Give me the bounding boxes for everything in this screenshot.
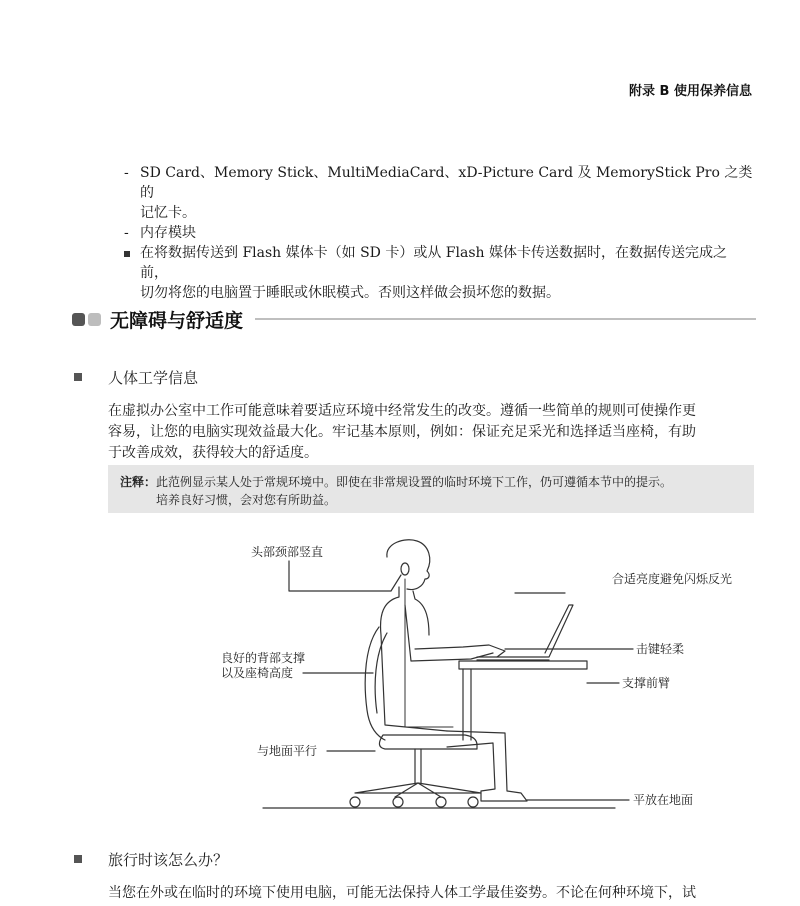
square-bullet-icon xyxy=(124,251,130,257)
chair-seat xyxy=(379,735,477,749)
label-keystroke: 击键轻柔 xyxy=(636,642,685,656)
ergonomics-paragraph xyxy=(108,401,754,464)
list-item xyxy=(122,163,754,223)
section-dot-icon xyxy=(72,313,85,326)
travel-paragraph xyxy=(108,883,754,904)
label-forearm: 支撑前臂 xyxy=(622,676,671,690)
top-list xyxy=(122,163,754,303)
label-head-neck: 头部颈部竖直 xyxy=(251,545,324,559)
chair-base xyxy=(355,783,481,797)
person-legs xyxy=(447,731,527,801)
paragraph-line: 在虚拟办公室中工作可能意味着要适应环境中经常发生的改变。遵循一些简单的规则可使操作更 xyxy=(108,403,696,419)
subsection-heading xyxy=(74,849,228,869)
list-item-text: 内存模块 xyxy=(140,225,196,241)
paragraph-line: 当您在外或在临时的环境下使用电脑，可能无法保持人体工学最佳姿势。不论在何种环境下，试 xyxy=(108,885,696,901)
section-rule xyxy=(255,318,756,320)
note-text: 培养良好习惯，会对您有所助益。 xyxy=(156,493,337,507)
label-back-support: 良好的背部支撑 xyxy=(221,651,306,665)
chair-wheel xyxy=(393,797,403,807)
note-label: 注释： xyxy=(120,475,157,489)
callout-line xyxy=(289,561,401,591)
chair-wheel xyxy=(468,797,478,807)
person-ear xyxy=(401,563,409,575)
desk xyxy=(459,661,587,669)
list-item xyxy=(122,223,754,243)
person-torso xyxy=(381,587,447,731)
section-dot-icon xyxy=(88,313,101,326)
square-bullet-icon xyxy=(74,855,82,863)
subsection-title: 人体工学信息 xyxy=(108,368,199,387)
ergonomics-figure xyxy=(215,535,755,815)
label-seat-height: 以及座椅高度 xyxy=(221,666,294,680)
section-title: 无障碍与舒适度 xyxy=(110,309,244,332)
paragraph-line: 于改善成效，获得较大的舒适度。 xyxy=(108,445,318,461)
square-bullet-icon xyxy=(74,373,82,381)
list-item-text: 在将数据传送到 Flash 媒体卡（如 SD 卡）或从 Flash 媒体卡传送数据时，在数据传送完成之前， xyxy=(140,245,727,281)
list-item-text: 切勿将您的电脑置于睡眠或休眠模式。否则这样做会损坏您的数据。 xyxy=(140,285,560,301)
list-item-text: SD Card、Memory Stick、MultiMediaCard、xD-Picture Card 及 MemoryStick Pro 之类的 xyxy=(140,165,753,201)
person-chest xyxy=(413,591,429,635)
note-box xyxy=(108,465,754,513)
label-thigh: 与地面平行 xyxy=(257,744,318,758)
dash-marker: - xyxy=(124,225,129,241)
list-item xyxy=(122,243,754,303)
label-brightness: 合适亮度避免闪烁反光 xyxy=(612,572,733,586)
person-arm xyxy=(405,605,505,661)
subsection-heading xyxy=(74,367,198,387)
section-heading xyxy=(72,305,756,333)
paragraph-line: 容易，让您的电脑实现效益最大化。牢记基本原则，例如：保证充足采光和选择适当座椅，有助 xyxy=(108,424,696,440)
page-header: 附录 B 使用保养信息 xyxy=(629,84,752,99)
subsection-title: 旅行时该怎么办？ xyxy=(108,850,229,869)
chair-wheel xyxy=(350,797,360,807)
chair-wheel xyxy=(436,797,446,807)
dash-marker: - xyxy=(124,165,129,181)
label-feet: 平放在地面 xyxy=(633,793,694,807)
note-text: 此范例显示某人处于常规环境中。即使在非常规设置的临时环境下工作，仍可遵循本节中的提示。 xyxy=(156,475,673,489)
list-item-text: 记忆卡。 xyxy=(140,205,196,221)
